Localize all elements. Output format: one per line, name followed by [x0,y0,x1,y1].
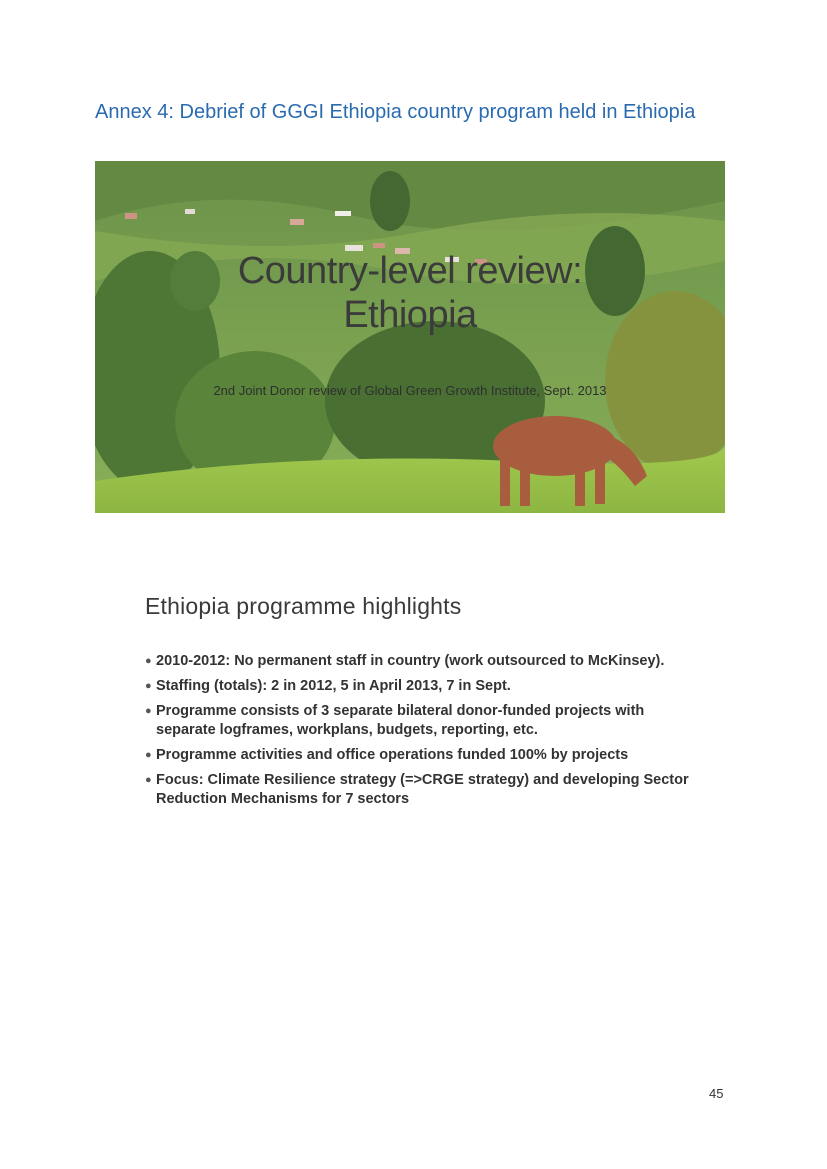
list-item: ● Programme activities and office operations funded 100% by projects [145,747,629,763]
highlights-title: Ethiopia programme highlights [145,593,462,619]
bullet-icon: ● [145,749,152,761]
slide-title-line1: Country-level review: [237,250,583,292]
list-item: ● Programme consists of 3 separate bilateral donor-funded projects with separate logframes, workplans, budgets, reporting, etc. [145,703,645,738]
bullet-icon: ● [145,680,152,692]
slide-title-line2: Ethiopia [343,294,477,336]
slide-subtitle: 2nd Joint Donor review of Global Green Growth Institute, Sept. 2013 [213,383,607,398]
bullet-icon: ● [145,655,152,667]
page-number: 45 [709,1086,724,1101]
bullet-icon: ● [145,705,152,717]
landscape-illustration [95,161,725,513]
list-item: ● 2010-2012: No permanent staff in country (work outsourced to McKinsey). [145,653,665,669]
highlights-list [145,652,705,815]
list-item: ● Staffing (totals): 2 in 2012, 5 in April 2013, 7 in Sept. [145,678,511,694]
slide-title [95,249,725,337]
slide-photo [95,161,725,513]
bullet-icon: ● [145,774,152,786]
annex-title: Annex 4: Debrief of GGGI Ethiopia country program held in Ethiopia [95,101,696,123]
list-item: ● Focus: Climate Resilience strategy (=>CRGE strategy) and developing Sector Reduction Mechanisms for 7 sectors [145,772,689,807]
